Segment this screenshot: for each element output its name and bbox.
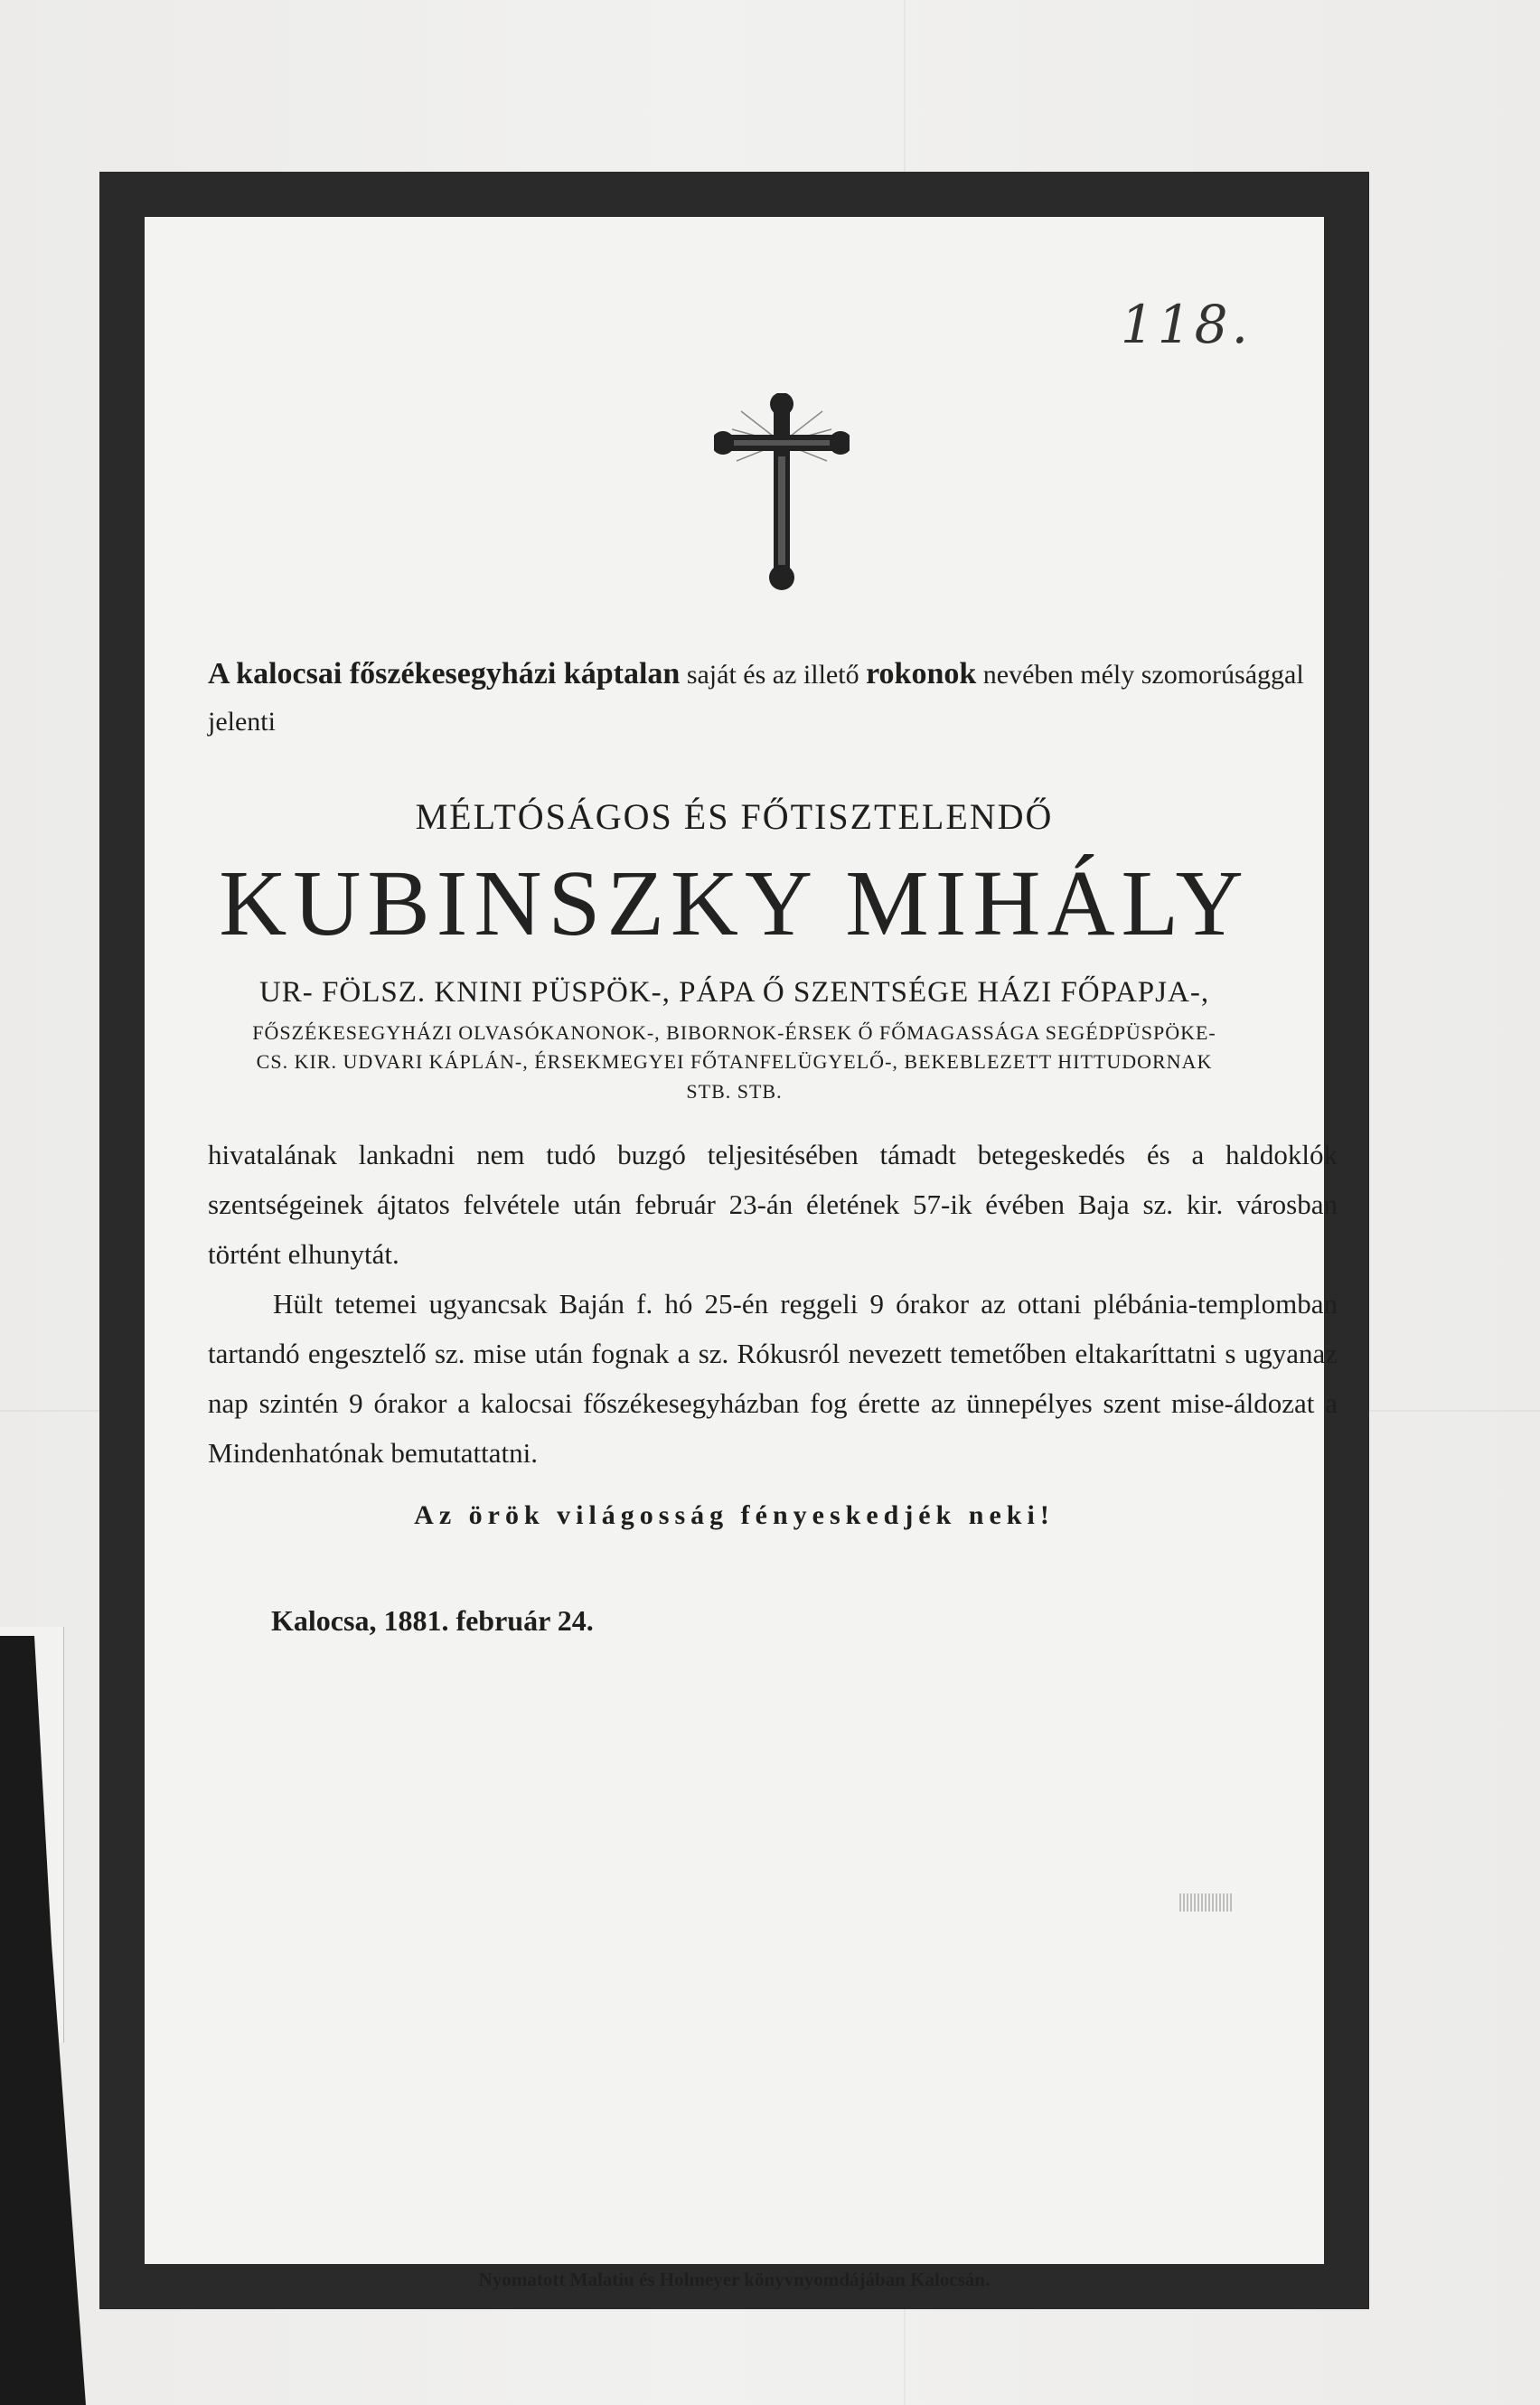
body-paragraph: hivatalának lankadni nem tudó buzgó teljesitésében támadt betegeskedés és a haldoklók szentségeinek ájtatos felvétele után február 23-án életének 57-ik évében Baja sz. kir. városban történt elhunytát.: [208, 1139, 1338, 1270]
notice-body: [208, 1130, 1338, 1478]
intro-text: [208, 651, 1342, 746]
intro-middle: saját és az illető: [680, 660, 867, 690]
body-paragraph: Hült tetemei ugyancsak Baján f. hó 25-én reggeli 9 órakor az ottani plébánia-templomban tartandó engesztelő sz. mise után fognak a sz. Rókusról nevezett temetőben eltakaríttatni s ugyanaz nap szintén 9 órakor a kalocsai főszékesegyházban fog érette az ünnepélyes szent mise-áldozat a Mindenhatónak bemutattatni.: [208, 1288, 1338, 1469]
title-line: CS. KIR. UDVARI KÁPLÁN-, ÉRSEKMEGYEI FŐTANFELÜGYELŐ-, BEKEBLEZETT HITTUDORNAK: [256, 1050, 1213, 1073]
cross-icon: [714, 393, 850, 592]
prayer-line: Az örök világosság fényeskedjék neki!: [414, 1500, 1055, 1530]
handwritten-page-number: 118.: [1120, 294, 1252, 355]
mourning-border: [99, 172, 1369, 2309]
faint-stamp: [1179, 1893, 1234, 1912]
title-line: UR- FÖLSZ. KNINI PÜSPÖK-, PÁPA Ő SZENTSÉGE HÁZI FŐPAPJA-,: [258, 976, 1210, 1009]
title-line: STB. STB.: [686, 1080, 783, 1103]
obituary-notice: [145, 217, 1338, 2290]
honorific: MÉLTÓSÁGOS ÉS FŐTISZTELENDŐ: [415, 796, 1054, 837]
intro-chapter: A kalocsai főszékesegyházi káptalan: [208, 657, 681, 690]
intro-end: nevében mély szomorúsággal jelenti: [208, 660, 1304, 737]
intro-relatives: rokonok: [866, 657, 977, 690]
title-line: FŐSZÉKESEGYHÁZI OLVASÓKANONOK-, BIBORNOK-ÉRSEK Ő FŐMAGASSÁGA SEGÉDPÜSPÖKE-: [252, 1021, 1216, 1044]
deceased-name: KUBINSZKY MIHÁLY: [219, 851, 1250, 955]
place-date: Kalocsa, 1881. február 24.: [271, 1604, 594, 1637]
printer-imprint: Nyomatott Malatiu és Holmeyer könyvnyomdájában Kalocsán.: [478, 2269, 991, 2290]
